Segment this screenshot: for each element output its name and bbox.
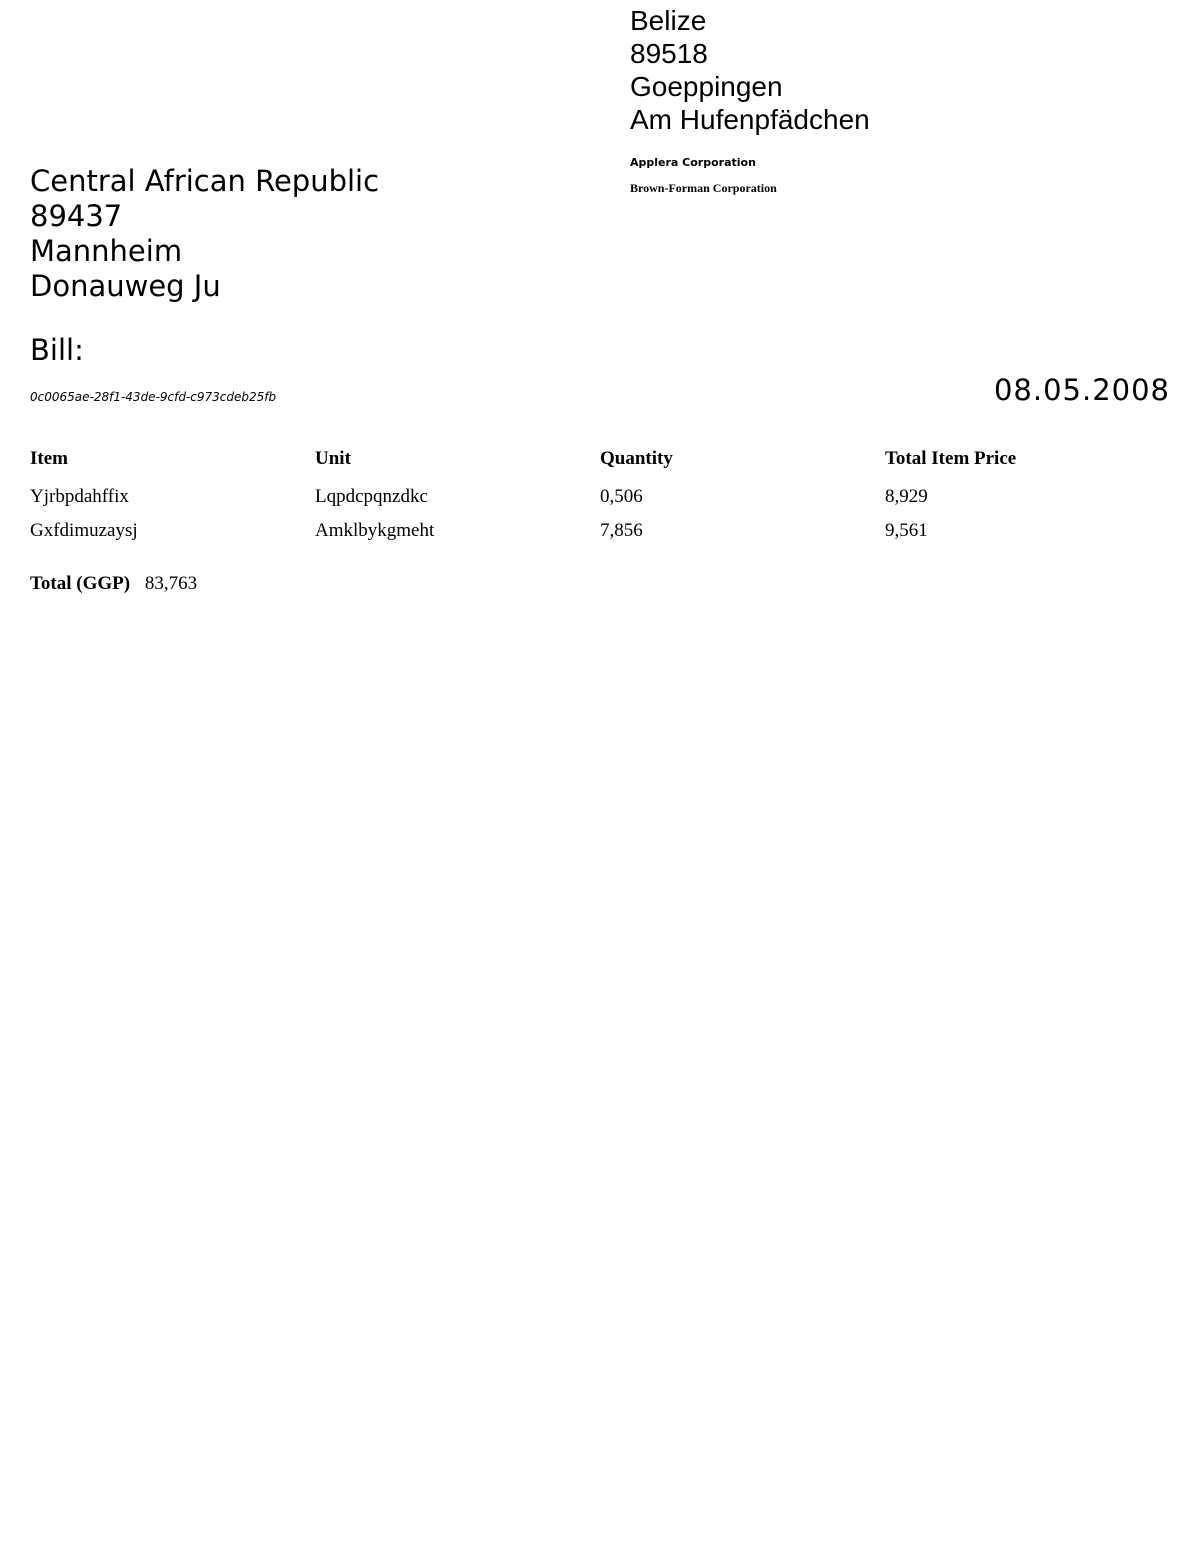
table-header-row — [30, 446, 1170, 484]
column-header-unit: Unit — [315, 448, 351, 469]
table-row — [30, 518, 1170, 552]
recipient-street: Donauweg Ju — [30, 269, 221, 303]
total-value: 83,763 — [144, 573, 198, 594]
sender-street: Am Hufenpfädchen — [630, 104, 870, 135]
recipient-country: Central African Republic — [30, 164, 380, 198]
item-cell: Yjrbpdahffix — [30, 486, 129, 507]
sender-country: Belize — [630, 5, 707, 36]
column-header-item: Item — [30, 448, 68, 469]
unit-cell: Amklbykgmeht — [315, 520, 435, 541]
table-row — [30, 484, 1170, 518]
items-table — [30, 446, 1170, 552]
recipient-postal-code: 89437 — [30, 199, 123, 233]
total-price-cell: 9,561 — [885, 520, 928, 541]
item-cell: Gxfdimuzaysj — [30, 520, 138, 541]
bill-date: 08.05.2008 — [993, 373, 1170, 407]
company-list — [630, 155, 777, 196]
invoice-total — [30, 571, 197, 597]
quantity-cell: 0,506 — [600, 486, 643, 507]
column-header-quantity: Quantity — [600, 448, 673, 469]
recipient-address — [30, 164, 379, 304]
sender-city: Goeppingen — [630, 71, 783, 102]
bill-heading: Bill: — [30, 333, 84, 367]
company-name: Brown-Forman Corporation — [630, 181, 777, 195]
recipient-city: Mannheim — [30, 234, 183, 268]
column-header-total-price: Total Item Price — [885, 448, 1017, 469]
quantity-cell: 7,856 — [600, 520, 643, 541]
sender-postal-code: 89518 — [630, 38, 708, 69]
total-price-cell: 8,929 — [885, 486, 928, 507]
total-label: Total (GGP) — [30, 573, 131, 594]
unit-cell: Lqpdcpqnzdkc — [315, 486, 428, 507]
sender-address — [630, 4, 870, 136]
bill-id: 0c0065ae-28f1-43de-9cfd-c973cdeb25fb — [30, 390, 277, 404]
company-name: Applera Corporation — [630, 156, 756, 169]
